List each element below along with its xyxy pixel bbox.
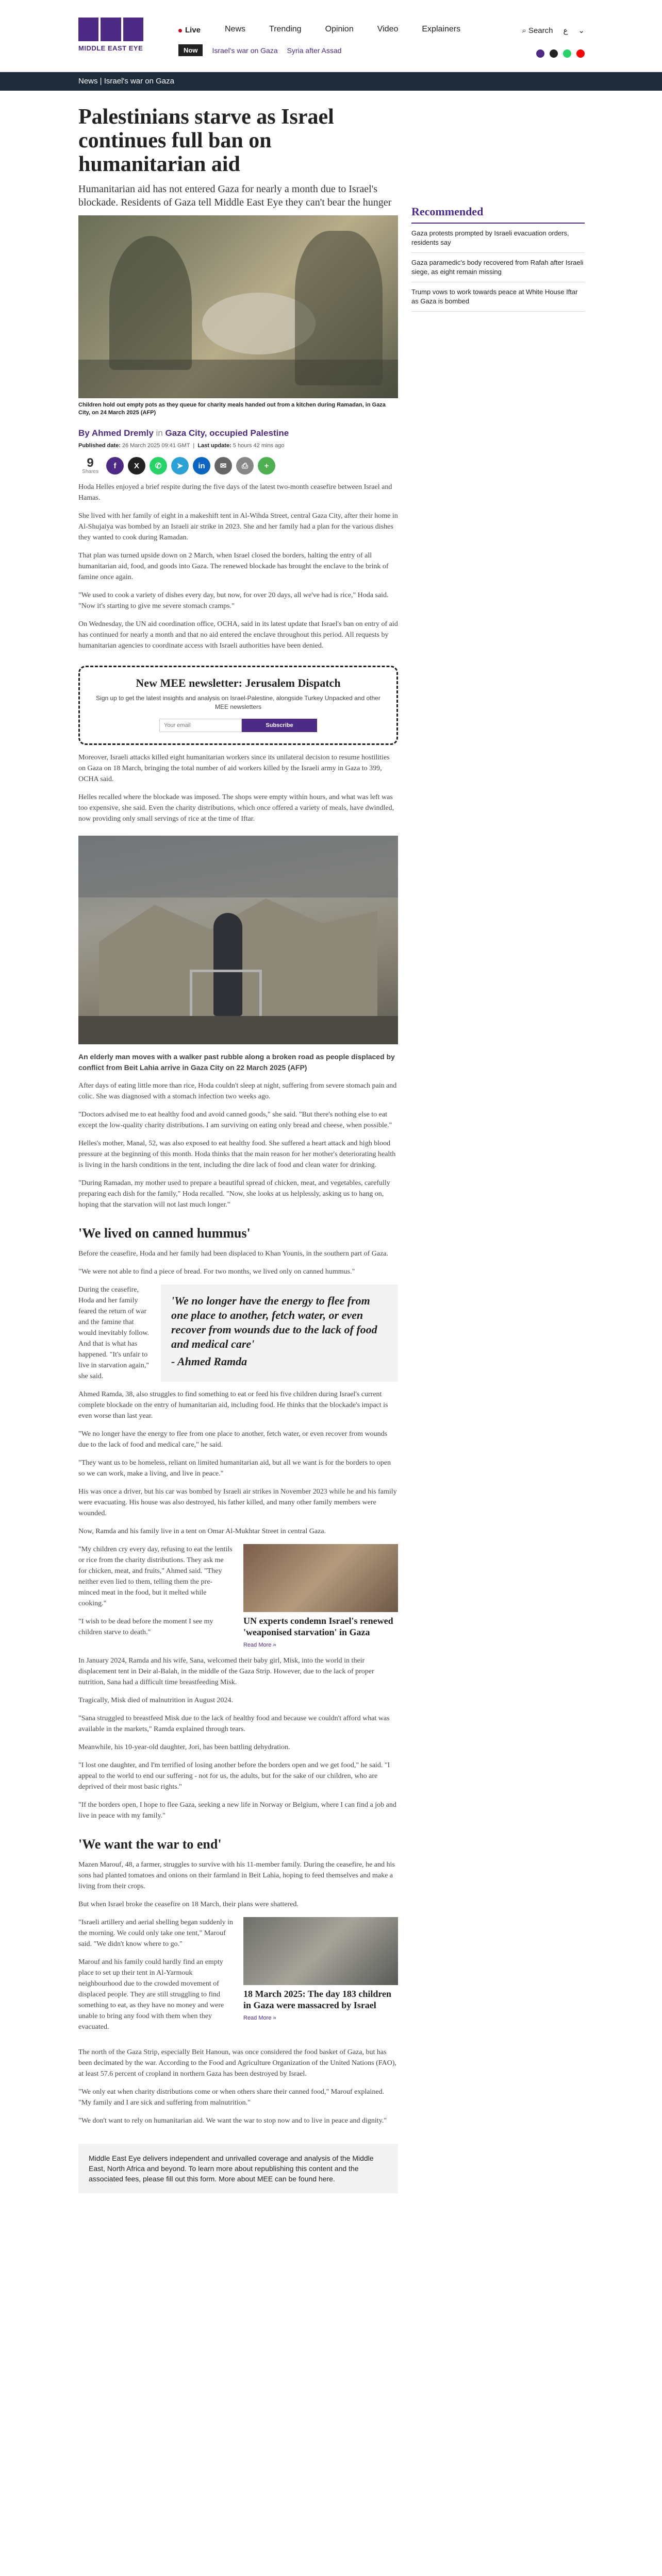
section-heading: 'We want the war to end': [78, 1837, 222, 1852]
recommended-heading: Recommended: [411, 205, 585, 224]
site-header: [0, 0, 662, 72]
search-icon: ⌕: [522, 26, 526, 35]
youtube-icon[interactable]: [576, 49, 585, 58]
paragraph: "My children cry every day, refusing to eat the lentils or rice from the charity distributions. They ask me for chicken, meat, and fruits," Ahmed said. "They neither even lied to them, telling them the pre-minced meat in the food, but it melted while cooking.": [78, 1546, 233, 1607]
paragraph: "We used to cook a variety of dishes every day, but now, for over 20 days, all we've had is rice," Hoda said. "Now it's starting to give me severe stomach cramps.": [78, 591, 389, 610]
related-side-text: [78, 1544, 233, 1648]
sidebar: [411, 91, 585, 312]
social-links: [536, 49, 585, 58]
newsletter-desc: Sign up to get the latest insights and analysis on Israel-Palestine, alongside Turkey Unpacked and other MEE newsletters: [96, 694, 380, 710]
now-link-gaza[interactable]: Israel's war on Gaza: [212, 46, 278, 55]
paragraph: Marouf and his family could hardly find an empty place to set up their tent in Al-Yarmouk neighbourhood due to the crowded movement of displaced people. They are still struggling to find something to eat, as they have no money and were unable to bring any food with them when they evacuated.: [78, 1958, 224, 2031]
related-card-title[interactable]: UN experts condemn Israel's renewed 'weaponised starvation' in Gaza: [243, 1616, 393, 1637]
search-label: Search: [528, 26, 553, 35]
search-button[interactable]: [522, 26, 553, 35]
paragraph: "I wish to be dead before the moment I see my children starve to death.": [78, 1618, 213, 1636]
breadcrumb[interactable]: News | Israel's war on Gaza: [0, 72, 662, 91]
paragraph: The north of the Gaza Strip, especially Beit Hanoun, was once considered the food basket of Gaza, but has been decimated by the war. According to the Food and Agriculture Organization of the United Nations (FAO), at least 57.6 percent of cropland in northern Gaza has been destroyed by Israel.: [78, 2048, 396, 2078]
x-icon[interactable]: [550, 49, 558, 58]
related-card[interactable]: [243, 1917, 398, 2040]
now-link-syria[interactable]: Syria after Assad: [287, 46, 342, 55]
paragraph: "We don't want to rely on humanitarian aid. We want the war to stop now and to live in peace and dignity.": [78, 2117, 387, 2125]
updated-date: 5 hours 42 mins ago: [233, 443, 285, 449]
byline: [78, 428, 398, 438]
share-count-label: Shares: [82, 468, 98, 474]
whatsapp-icon[interactable]: [563, 49, 571, 58]
related-card-title[interactable]: 18 March 2025: The day 183 children in Gaza were massacred by Israel: [243, 1989, 392, 2010]
telegram-share-icon[interactable]: ➤: [171, 457, 189, 474]
about-box: Middle East Eye delivers independent and unrivalled coverage and analysis of the Middle East, North Africa and beyond. To learn more about republishing this content and the associated fees, please fill out this form. More about MEE can be found here.: [78, 2144, 398, 2193]
live-link[interactable]: Live: [178, 26, 201, 35]
inline-photo-caption: An elderly man moves with a walker past rubble along a broken road as people displaced by conflict from Beit Lahia arrive in Gaza City on 22 March 2025 (AFP): [78, 1053, 395, 1072]
author-link[interactable]: By Ahmed Dremly: [78, 428, 154, 438]
pullquote-attribution: - Ahmed Ramda: [171, 1355, 247, 1368]
article-body: [78, 482, 398, 2193]
paragraph: "We only eat when charity distributions come or when others share their canned food," Marouf explained. "My family and I are sick and suffering from malnutrition.": [78, 2088, 385, 2107]
paragraph: "Israeli artillery and aerial shelling began suddenly in the morning. We could only take one tent," Marouf said. "We didn't know where to go.": [78, 1919, 234, 1948]
paragraph: "I lost one daughter, and I'm terrified of losing another before the borders open and we get food," he said. "I appeal to the world to end our suffering - not for us, the adults, but for the sake of our children, who are deprived of their most basic rights.": [78, 1761, 390, 1791]
updated-label: Last update:: [197, 443, 231, 449]
pullquote-row: [78, 1284, 398, 1382]
x-share-icon[interactable]: X: [128, 457, 145, 474]
paragraph: "They want us to be homeless, reliant on limited humanitarian aid, but all we want is for the borders to open so we can work, make a living, and live in peace.": [78, 1459, 391, 1478]
related-side-text: [78, 1917, 233, 2040]
logo-text: MIDDLE EAST EYE: [78, 44, 143, 52]
recommended-item[interactable]: Gaza paramedic's body recovered from Rafah after Israeli siege, as eight remain missing: [411, 253, 585, 282]
header-tools: [522, 26, 585, 35]
email-share-icon[interactable]: ✉: [214, 457, 232, 474]
paragraph: "If the borders open, I hope to flee Gaza, seeking a new life in Norway or Belgium, where I can find a job and live in peace with my family.": [78, 1801, 396, 1820]
nav-item-trending[interactable]: Trending: [269, 25, 302, 33]
email-field[interactable]: [159, 719, 242, 732]
section-heading: 'We lived on canned hummus': [78, 1226, 251, 1241]
recommended-item[interactable]: Trump vows to work towards peace at White House Iftar as Gaza is bombed: [411, 282, 585, 312]
place-link[interactable]: Gaza City, occupied Palestine: [165, 428, 289, 438]
pullquote-side-text: [78, 1284, 154, 1382]
published-label: Published date:: [78, 443, 121, 449]
print-share-icon[interactable]: ⎙: [236, 457, 254, 474]
pullquote: [161, 1284, 398, 1382]
paragraph: Helles recalled where the blockade was imposed. The shops were empty within hours, and what was left was too expensive, she said. Even the charity distributions, which once offered a variety of meals, have dwindled, now providing only small servings of rice at the time of Iftar.: [78, 793, 394, 823]
inline-photo: [78, 836, 398, 1044]
byline-sep: in: [156, 428, 163, 438]
facebook-icon[interactable]: [536, 49, 544, 58]
hero-caption: Children hold out empty pots as they queue for charity meals handed out from a kitchen during Ramadan, in Gaza City, on 24 March 2025 (AFP): [78, 402, 386, 416]
newsletter-box: [78, 666, 398, 745]
nav-item-news[interactable]: News: [225, 25, 246, 33]
share-count-value: 9: [87, 455, 94, 470]
paragraph: His was once a driver, but his car was bombed by Israeli air strikes in November 2023 while he and his family were evacuating. His house was also destroyed, his father killed, and many other family members were wounded.: [78, 1488, 397, 1517]
related-card[interactable]: [243, 1544, 398, 1648]
site-logo[interactable]: [78, 18, 143, 52]
subscribe-button[interactable]: Subscribe: [242, 719, 317, 732]
paragraph: "Doctors advised me to eat healthy food and avoid canned goods," she said. "But there's nothing else to eat except the low-quality charity distributions. I am surviving on eating only bread and cheese, when possible.": [78, 1111, 392, 1129]
paragraph: Helles's mother, Manal, 52, was also exposed to eat healthy food. She suffered a heart attack and high blood pressure at the beginning of this month. Hoda thinks that the main reason for her mother's deteriorating health is living in the harsh conditions in the tent, including the dire lack of food and clean water for drinking.: [78, 1140, 396, 1169]
linkedin-share-icon[interactable]: in: [193, 457, 210, 474]
share-bar: [78, 457, 398, 474]
article-standfirst: Humanitarian aid has not entered Gaza for nearly a month due to Israel's blockade. Residents of Gaza tell Middle East Eye they can't bear the hunger: [78, 183, 392, 208]
read-more-link[interactable]: Read More »: [243, 2015, 276, 2021]
main-nav: [225, 25, 460, 34]
paragraph: Before the ceasefire, Hoda and her family had been displaced to Khan Younis, in the southern part of Gaza.: [78, 1250, 389, 1258]
paragraph: Tragically, Misk died of malnutrition in August 2024.: [78, 1697, 233, 1704]
share-count: [78, 457, 102, 474]
pullquote-text: 'We no longer have the energy to flee from one place to another, fetch water, or even recover from wounds due to the lack of food and medical care': [171, 1294, 377, 1350]
article: [78, 91, 398, 2193]
language-button[interactable]: ع: [563, 26, 568, 35]
nav-item-opinion[interactable]: Opinion: [325, 25, 354, 33]
hero-image: [78, 215, 398, 398]
related-card-image: [243, 1917, 398, 1985]
paragraph: Mazen Marouf, 48, a farmer, struggles to survive with his 11-member family. During the ceasefire, he and his sons had planted tomatoes and onions on their farmland in Beit Lahia, hoping to feed themselves and make a living from their crops.: [78, 1861, 395, 1890]
article-dates: Published date: 26 March 2025 09:41 GMT | Last update: 5 hours 42 mins ago: [78, 443, 285, 449]
related-row: [78, 1917, 398, 2040]
nav-item-video[interactable]: Video: [377, 25, 399, 33]
recommended-item[interactable]: Gaza protests prompted by Israeli evacuation orders, residents say: [411, 224, 585, 253]
article-title: Palestinians starve as Israel continues full ban on humanitarian aid: [78, 105, 334, 176]
paragraph: Moreover, Israeli attacks killed eight humanitarian workers since its unilateral decision to resume hostilities on Gaza on 18 March, bringing the total number of aid workers killed by the Israeli army in Gaza to 399, OCHA said.: [78, 754, 390, 783]
paragraph: That plan was turned upside down on 2 March, when Israel closed the borders, halting the entry of all humanitarian aid, food, and goods into Gaza. The renewed blockade has brought the enclave to the brink of famine once again.: [78, 552, 389, 581]
related-card-image: [243, 1544, 398, 1612]
paragraph: On Wednesday, the UN aid coordination office, OCHA, said in its latest update that Israel's ban on entry of aid has continued for nearly a month and that no aid entered the enclave throughout this period. All requests by humanitarian agencies to coordinate access with Israeli authorities have been denied.: [78, 620, 398, 650]
paragraph: "Sana struggled to breastfeed Misk due to the lack of healthy food and because we couldn't afford what was available in the markets," Ramda explained through tears.: [78, 1715, 390, 1733]
paragraph: During the ceasefire, Hoda and her family feared the return of war and the famine that would inevitably follow. And that is what has happened. "It's unfair to live in starvation again," she said.: [78, 1286, 150, 1380]
paragraph: Ahmed Ramda, 38, also struggles to find something to eat or feed his five children during Israel's current complete blockade on the entry of humanitarian aid, including food. He thinks that the blockade's impact is even worse than last year.: [78, 1391, 388, 1420]
now-badge: Now: [178, 44, 203, 56]
more-share-icon[interactable]: +: [258, 457, 275, 474]
paragraph: She lived with her family of eight in a makeshift tent in Al-Wihda Street, central Gaza City, after their home in Al-Shujaiya was bombed by an Israeli air strike in 2023. She and her family had a plan for the various dishes they wanted to cook during Ramadan.: [78, 512, 398, 541]
paragraph: Meanwhile, his 10-year-old daughter, Jori, has been battling dehydration.: [78, 1743, 290, 1751]
paragraph: "We were not able to find a piece of bread. For two months, we lived only on canned hummus.": [78, 1268, 355, 1276]
whatsapp-share-icon[interactable]: ✆: [150, 457, 167, 474]
paragraph: After days of eating little more than rice, Hoda couldn't sleep at night, suffering from severe stomach pain and colic. She was diagnosed with a stomach infection two weeks ago.: [78, 1082, 397, 1100]
now-row: [178, 44, 341, 56]
newsletter-title: New MEE newsletter: Jerusalem Dispatch: [136, 676, 341, 689]
read-more-link[interactable]: Read More »: [243, 1642, 276, 1648]
paragraph: But when Israel broke the ceasefire on 18 March, their plans were shattered.: [78, 1901, 299, 1908]
paragraph: In January 2024, Ramda and his wife, Sana, welcomed their baby girl, Misk, into the world in their displacement tent in Deir al-Balah, in the middle of the Gaza Strip. However, due to the lack of proper nutrition, Sana had a difficult time breastfeeding Misk.: [78, 1657, 374, 1686]
paragraph: "We no longer have the energy to flee from one place to another, fetch water, or even recover from wounds due to the lack of food and medical care," he said.: [78, 1430, 388, 1449]
paragraph: Now, Ramda and his family live in a tent on Omar Al-Mukhtar Street in central Gaza.: [78, 1528, 326, 1535]
published-date: 26 March 2025 09:41 GMT: [122, 443, 190, 449]
related-row: [78, 1544, 398, 1648]
facebook-share-icon[interactable]: f: [106, 457, 124, 474]
paragraph: Hoda Helles enjoyed a brief respite during the five days of the latest two-month ceasefire between Israel and Hamas.: [78, 483, 392, 502]
chevron-down-icon[interactable]: ⌄: [578, 26, 585, 35]
logo-mark: [78, 18, 143, 41]
newsletter-form: [95, 719, 381, 732]
paragraph: "During Ramadan, my mother used to prepare a beautiful spread of chicken, meat, and vegetables, carefully preparing each dish for the family," Hoda recalled. "Now, she looks at us helplessly, asking us to hang on, hoping that the starvation will not last much longer.": [78, 1179, 390, 1209]
nav-item-explainers[interactable]: Explainers: [422, 25, 461, 33]
